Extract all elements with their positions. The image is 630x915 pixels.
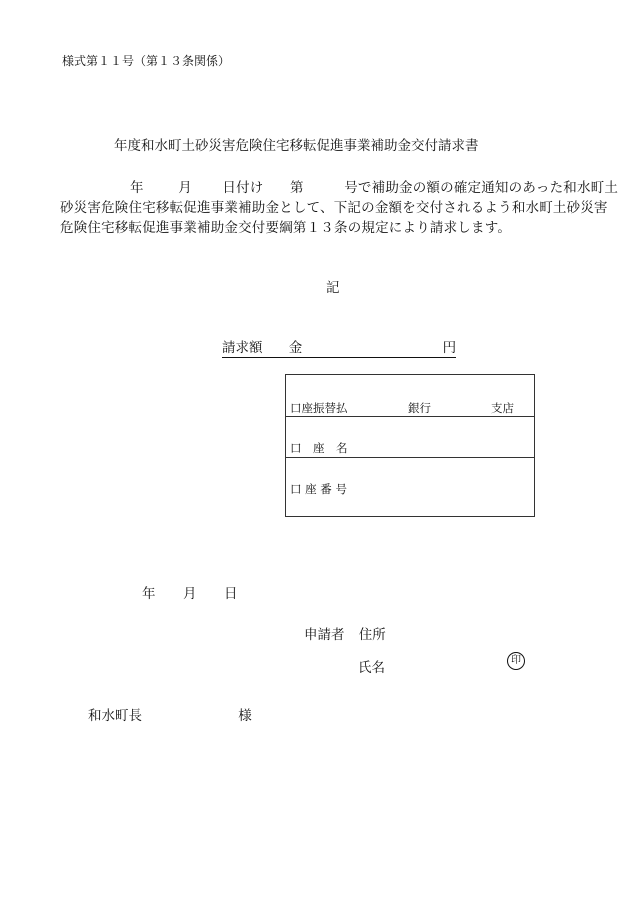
amount-yen: 円 (442, 340, 457, 356)
date-year: 年 (142, 586, 156, 602)
account-name-row (286, 416, 534, 458)
date-month: 月 (183, 586, 197, 602)
amount-kin: 金 (288, 340, 303, 356)
body-line-2: 砂災害危険住宅移転促進事業補助金として、下記の金額を交付されるよう和水町土砂災害 (60, 200, 608, 216)
transfer-label: 口座振替払 (290, 401, 348, 415)
body-number-prefix: 第 (290, 180, 304, 196)
addressee (88, 704, 252, 724)
mayor-label: 和水町長 (88, 708, 142, 724)
applicant-address (304, 623, 386, 643)
body-year: 年 (130, 180, 144, 196)
seal-mark: 印 (507, 652, 525, 670)
account-number-row (286, 457, 534, 516)
request-amount (222, 336, 456, 358)
body-line-3: 危険住宅移転促進事業補助金交付要綱第１３条の規定により請求します。 (60, 220, 512, 236)
document-title: 年度和水町土砂災害危険住宅移転促進事業補助金交付請求書 (114, 138, 479, 154)
account-number-label: 口 座 番 号 (290, 482, 347, 496)
address-label: 住所 (358, 627, 386, 643)
honorific: 様 (238, 708, 252, 724)
amount-label: 請求額 (222, 340, 263, 356)
name-label: 氏名 (358, 660, 385, 676)
account-name-label: 口 座 名 (290, 441, 348, 455)
applicant-label: 申請者 (304, 627, 345, 643)
body-month: 月 (178, 180, 192, 196)
ki-heading: 記 (326, 280, 340, 296)
bank-account-box (285, 374, 535, 517)
date-day: 日 (224, 586, 238, 602)
bank-label: 銀行 (408, 401, 431, 415)
body-date: 日付け (222, 180, 264, 196)
body-line-1-rest: 号で補助金の額の確定通知のあった和水町土 (344, 180, 619, 196)
body-line-1 (60, 176, 618, 196)
branch-label: 支店 (491, 401, 514, 415)
form-number: 様式第１１号（第１３条関係） (62, 54, 231, 68)
bank-transfer-row (286, 375, 534, 417)
